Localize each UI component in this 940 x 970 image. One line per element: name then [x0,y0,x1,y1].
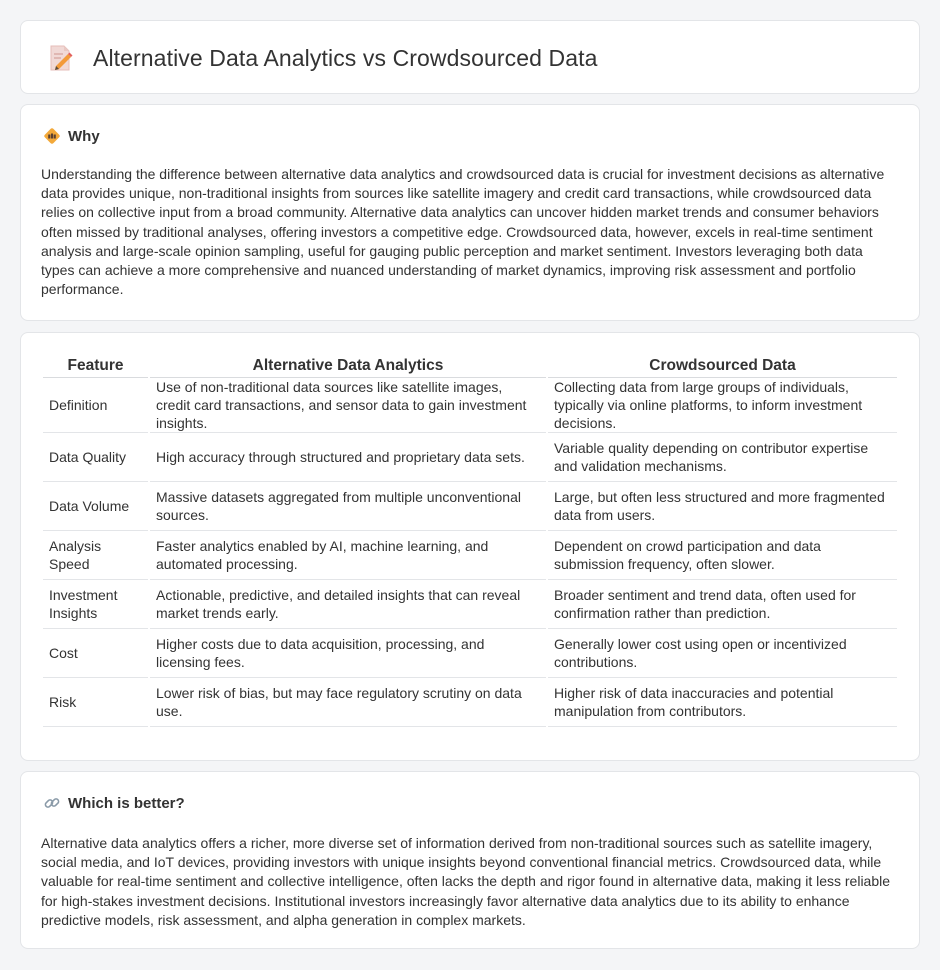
crowdsourced-cell: Higher risk of data inaccuracies and potential manipulation from contributors. [548,678,897,727]
better-text: Alternative data analytics offers a richer, more diverse set of information derived from non-traditional sources such as satellite imagery, social media, and IoT devices, providing investors with unique insights beyond conventional financial metrics. Crowdsourced data, while valuable for real-time sentiment and collective intelligence, often lacks the depth and rigor found in alternative data, making it less reliable for high-stakes investment decisions. Institutional investors increasingly favor alternative data analytics due to its ability to enhance predictive models, risk assessment, and alpha generation in complex markets. [41,835,891,928]
header-crowdsourced-data: Crowdsourced Data [548,355,897,378]
table-row [43,580,897,629]
why-section [20,104,920,321]
document-pencil-icon [45,43,75,73]
header-feature: Feature [43,355,148,378]
alternative-cell: Use of non-traditional data sources like satellite images, credit card transactions, and sensor data to gain investment insights. [150,378,546,433]
crowdsourced-cell: Large, but often less structured and more fragmented data from users. [548,482,897,531]
crowdsourced-cell: Dependent on crowd participation and data submission frequency, often slower. [548,531,897,580]
crowdsourced-cell: Variable quality depending on contributor expertise and validation mechanisms. [548,433,897,482]
table-row [43,629,897,678]
feature-cell: Investment Insights [43,580,148,629]
alternative-cell: Higher costs due to data acquisition, processing, and licensing fees. [150,629,546,678]
alternative-cell: Lower risk of bias, but may face regulatory scrutiny on data use. [150,678,546,727]
feature-cell: Definition [43,378,148,433]
alternative-cell: Actionable, predictive, and detailed insights that can reveal market trends early. [150,580,546,629]
title-card [20,20,920,94]
crowdsourced-cell: Broader sentiment and trend data, often used for confirmation rather than prediction. [548,580,897,629]
better-section [20,771,920,949]
alternative-cell: High accuracy through structured and proprietary data sets. [150,433,546,482]
feature-cell: Analysis Speed [43,531,148,580]
why-text: Understanding the difference between alternative data analytics and crowdsourced data is crucial for investment decisions as alternative data provides unique, non-traditional insights from sources like satellite imagery and credit card transactions, while crowdsourced data relies on collective input from a broad community. Alternative data analytics can uncover hidden market trends and consumer behaviors often missed by traditional analyses, offering investors a competitive edge. Crowdsourced data, however, excels in real-time sentiment analysis and large-scale opinion sampling, useful for gauging public perception and market sentiment. Investors leveraging both data types can achieve a more comprehensive and nuanced understanding of market dynamics, improving risk assessment and portfolio performance. [41,166,885,298]
alternative-cell: Massive datasets aggregated from multiple unconventional sources. [150,482,546,531]
table-row [43,378,897,433]
table-row [43,433,897,482]
comparison-section [20,332,920,761]
header-alternative-data: Alternative Data Analytics [150,355,546,378]
why-heading: Why [68,127,100,145]
table-header-row [43,355,897,378]
link-icon [43,794,61,812]
table-row [43,678,897,727]
table-row [43,482,897,531]
feature-cell: Risk [43,678,148,727]
feature-cell: Data Quality [43,433,148,482]
diamond-sign-icon [43,127,61,145]
feature-cell: Data Volume [43,482,148,531]
table-row [43,531,897,580]
feature-cell: Cost [43,629,148,678]
alternative-cell: Faster analytics enabled by AI, machine learning, and automated processing. [150,531,546,580]
page-title: Alternative Data Analytics vs Crowdsourced Data [93,44,598,71]
better-heading: Which is better? [68,794,185,812]
comparison-table [41,355,899,727]
crowdsourced-cell: Collecting data from large groups of individuals, typically via online platforms, to inform investment decisions. [548,378,897,433]
crowdsourced-cell: Generally lower cost using open or incentivized contributions. [548,629,897,678]
